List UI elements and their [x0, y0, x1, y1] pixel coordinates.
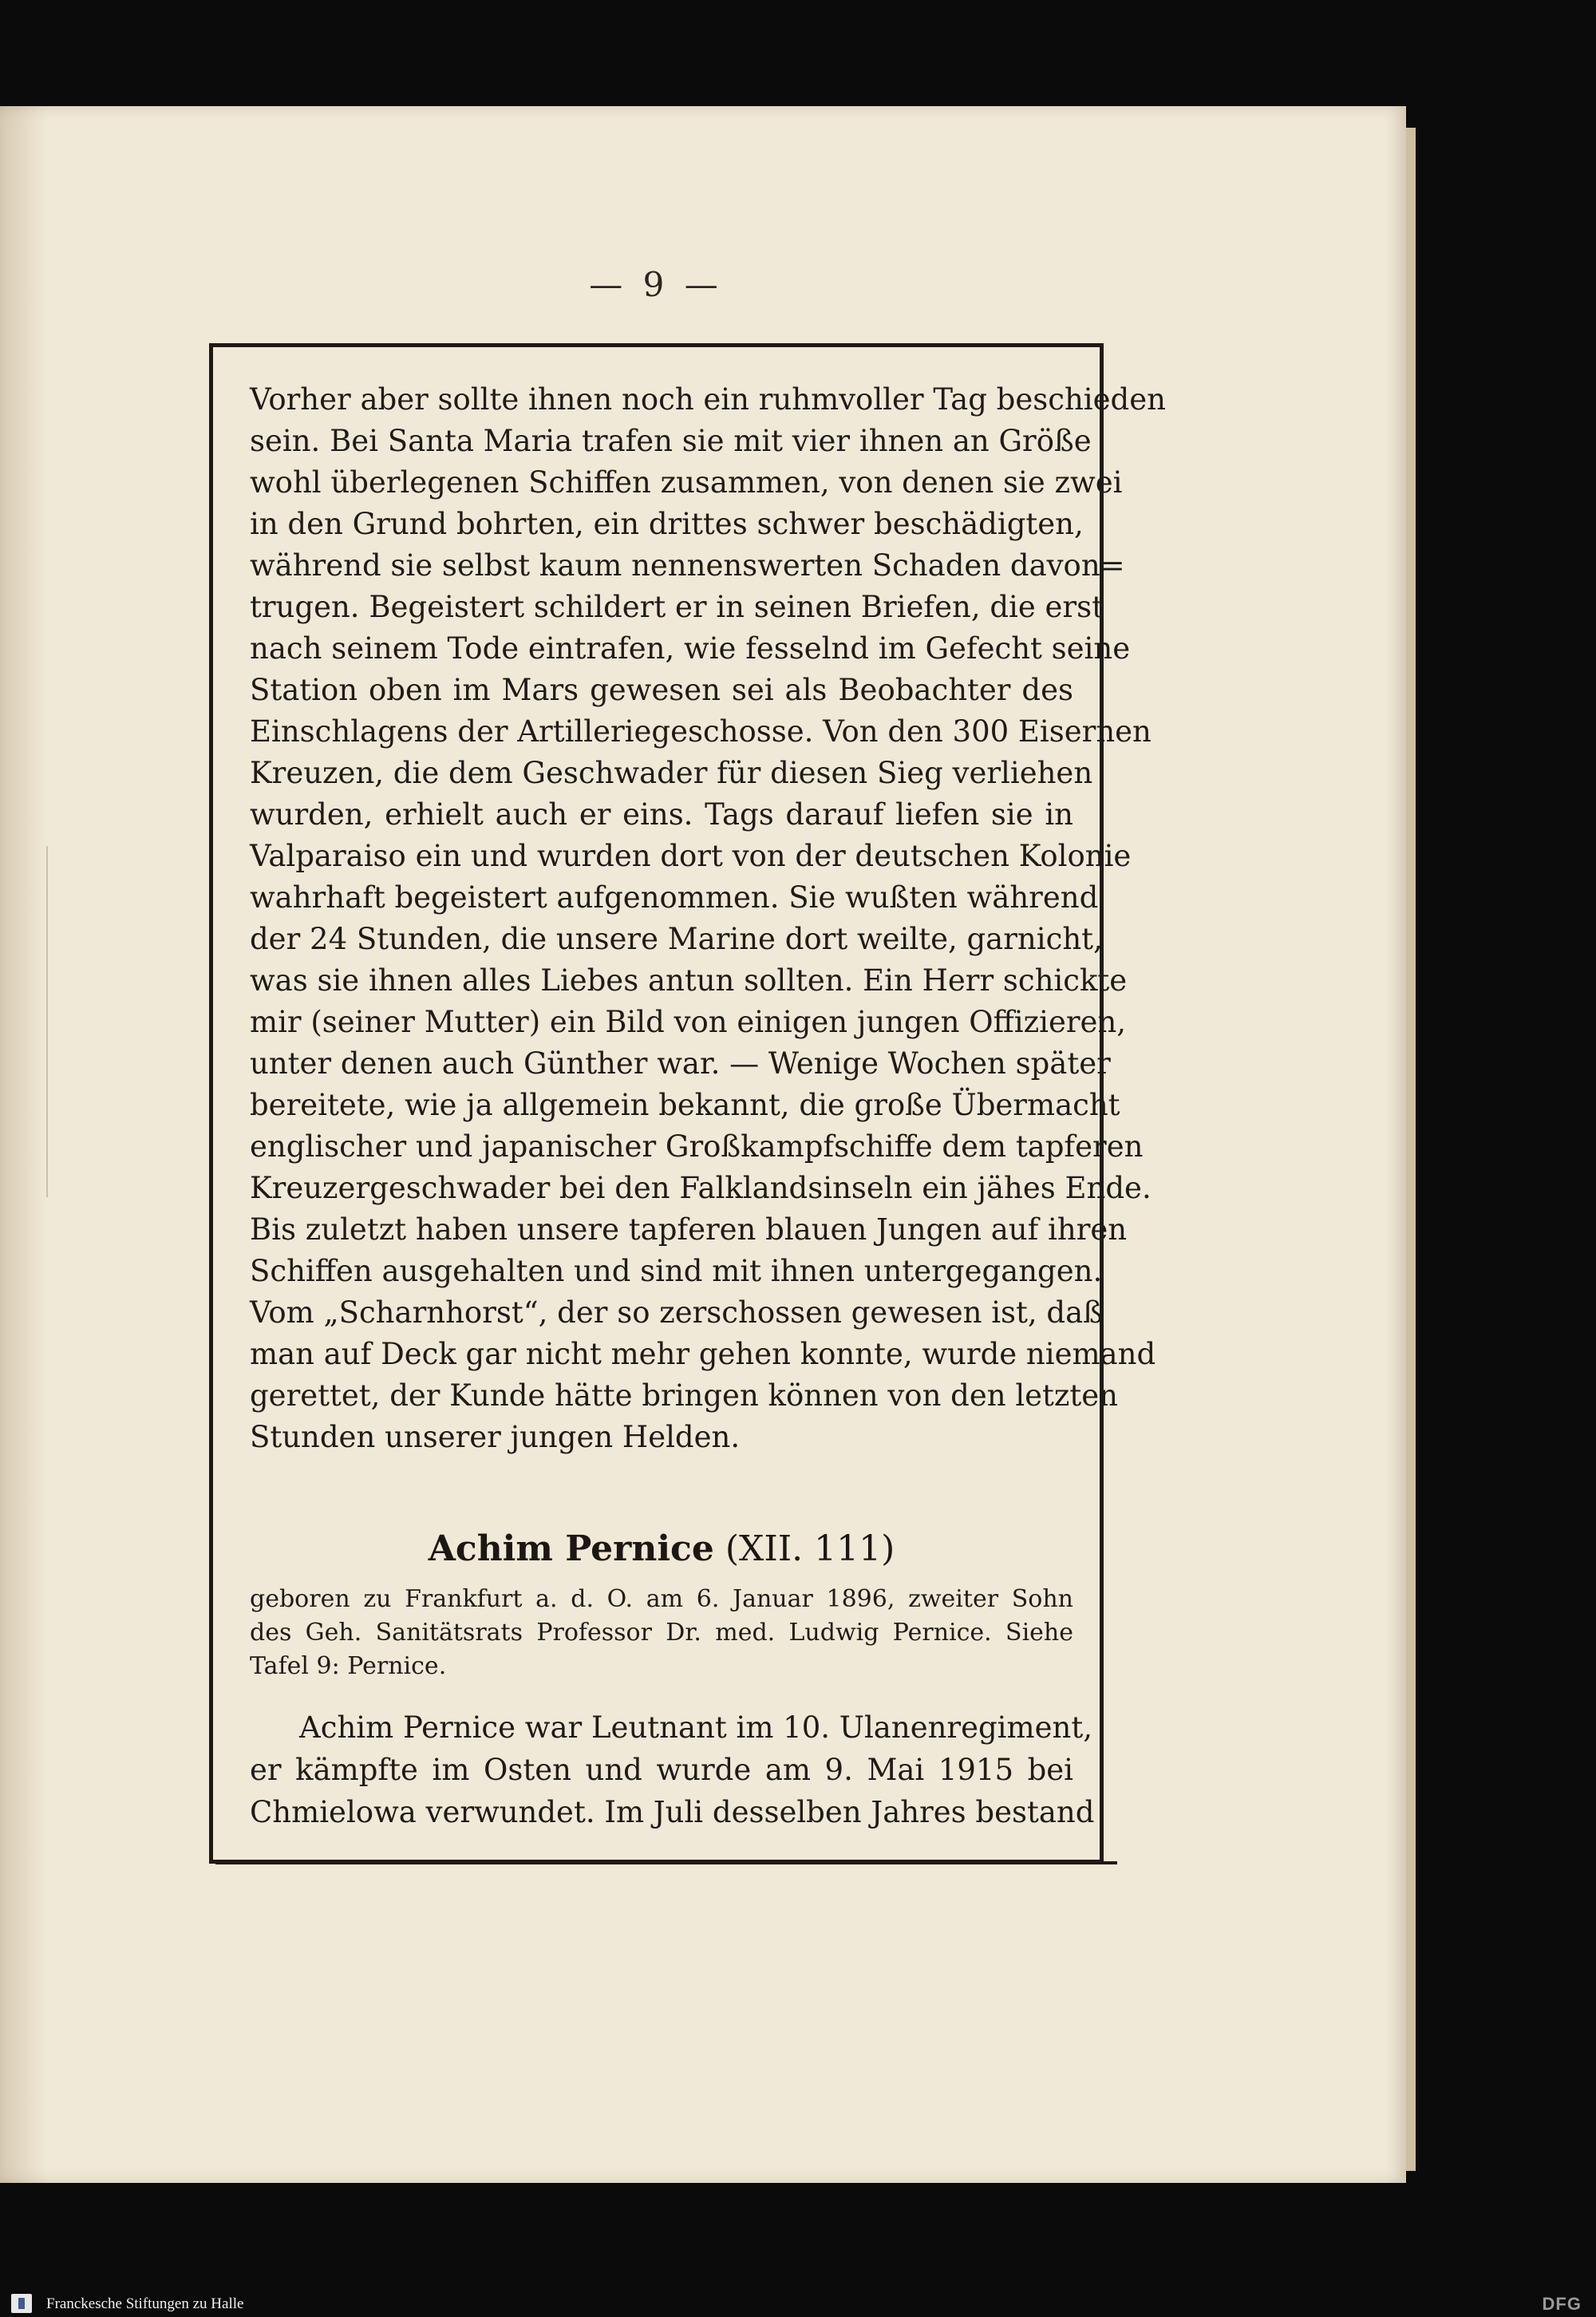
text-line: englischer und japanischer Großkampfschiffe dem tapferen	[250, 1129, 1144, 1164]
text-line: unter denen auch Günther war. — Wenige Wochen später	[250, 1046, 1111, 1081]
viewer-footer	[0, 2291, 1596, 2317]
text-line: Kreuzergeschwader bei den Falklandsinseln ein jähes Ende.	[250, 1171, 1152, 1205]
text-line: bereitete, wie ja allgemein bekannt, die große Übermacht	[250, 1088, 1120, 1122]
article-text	[250, 379, 1166, 1458]
bio-line: geboren zu Frankfurt a. d. O. am 6. Januar 1896, zweiter Sohn	[250, 1585, 1073, 1613]
text-line: sein. Bei Santa Maria trafen sie mit vier ihnen an Größe	[250, 424, 1092, 458]
text-line: Stunden unserer jungen Helden.	[250, 1420, 741, 1454]
body-line: Achim Pernice war Leutnant im 10. Ulanenregiment,	[299, 1710, 1092, 1745]
text-line: der 24 Stunden, die unsere Marine dort weilte, garnicht,	[250, 922, 1103, 956]
text-line: wurden, erhielt auch er eins. Tags darauf liefen sie in	[250, 797, 1073, 832]
text-line: trugen. Begeistert schildert er in seinen Briefen, die erst	[250, 590, 1104, 624]
entry-body	[250, 1706, 1095, 1833]
body-line: er kämpfte im Osten und wurde am 9. Mai 1915 bei	[250, 1753, 1073, 1787]
body-line: Chmielowa verwundet. Im Juli desselben Jahres bestand	[250, 1795, 1095, 1829]
text-line: Vom „Scharnhorst“, der so zerschossen gewesen ist, daß	[250, 1295, 1103, 1330]
text-line: Schiffen ausgehalten und sind mit ihnen untergegangen.	[250, 1254, 1103, 1288]
frame-bottom-rule	[215, 1861, 1117, 1864]
entry-reference: (XII. 111)	[725, 1528, 895, 1569]
text-line: während sie selbst kaum nennenswerten Schaden davon=	[250, 548, 1125, 583]
text-line: nach seinem Tode eintrafen, wie fesselnd im Gefecht seine	[250, 631, 1131, 666]
text-line: wahrhaft begeistert aufgenommen. Sie wußten während	[250, 880, 1099, 915]
text-line: gerettet, der Kunde hätte bringen können von den letzten	[250, 1378, 1119, 1413]
gutter-shadow	[0, 106, 48, 2183]
text-line: in den Grund bohrten, ein drittes schwer beschädigten,	[250, 507, 1084, 541]
entry-bio	[250, 1583, 1073, 1683]
text-line: Einschlagens der Artilleriegeschosse. Von den 300 Eisernen	[250, 714, 1152, 749]
text-line: Valparaiso ein und wurden dort von der deutschen Kolonie	[250, 839, 1132, 873]
dfg-logo: DFG	[1542, 2294, 1582, 2314]
bio-line: des Geh. Sanitätsrats Professor Dr. med. Ludwig Pernice. Siehe	[250, 1619, 1073, 1647]
text-line: Vorher aber sollte ihnen noch ein ruhmvoller Tag beschieden	[250, 382, 1166, 417]
text-line: mir (seiner Mutter) ein Bild von einigen jungen Offizieren,	[250, 1005, 1127, 1039]
bio-line: Tafel 9: Pernice.	[250, 1652, 447, 1680]
text-line: Station oben im Mars gewesen sei als Beobachter des	[250, 673, 1073, 707]
entry-heading	[250, 1528, 1073, 1569]
page-number: — 9 —	[589, 265, 723, 304]
page-edge	[1406, 128, 1416, 2171]
text-line: wohl überlegenen Schiffen zusammen, von denen sie zwei	[250, 465, 1123, 500]
margin-pencil-mark	[46, 846, 48, 1197]
text-line: Kreuzen, die dem Geschwader für diesen Sieg verliehen	[250, 756, 1093, 790]
institution-logo-icon	[11, 2294, 32, 2313]
text-line: was sie ihnen alles Liebes antun sollten. Ein Herr schickte	[250, 963, 1128, 998]
text-line: Bis zuletzt haben unsere tapferen blauen Jungen auf ihren	[250, 1212, 1128, 1247]
entry-name: Achim Pernice	[428, 1528, 714, 1569]
text-line: man auf Deck gar nicht mehr gehen konnte, wurde niemand	[250, 1337, 1156, 1371]
institution-name[interactable]: Franckesche Stiftungen zu Halle	[46, 2295, 244, 2312]
